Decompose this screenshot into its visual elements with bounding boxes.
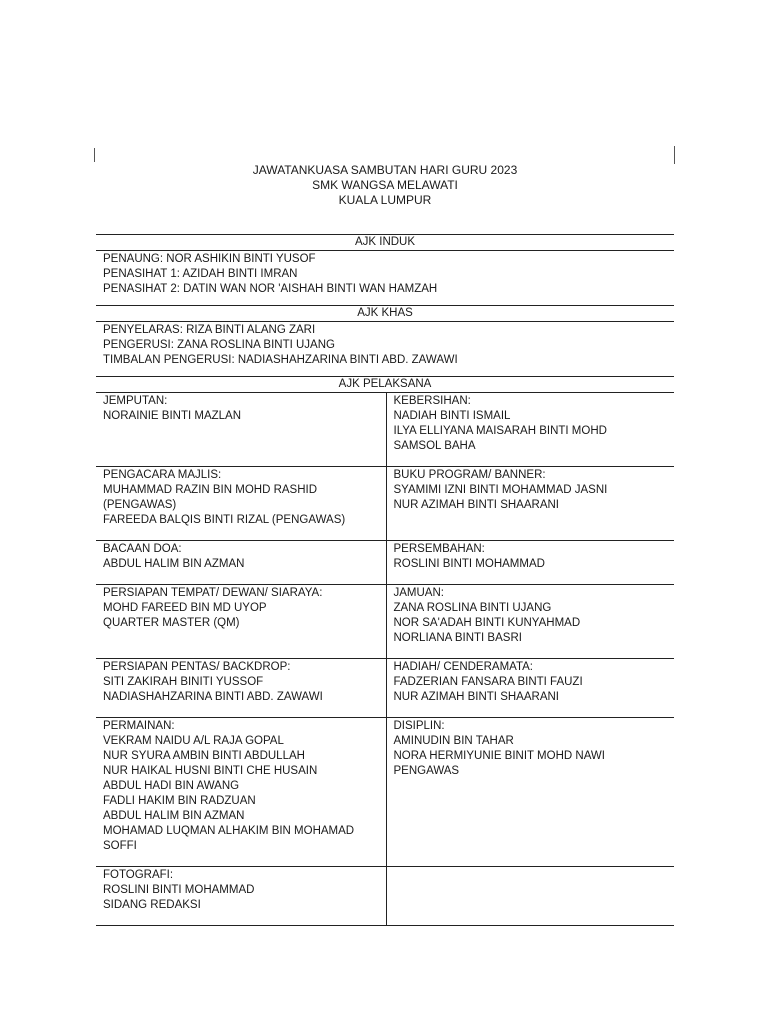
committee-cell-left	[96, 393, 386, 467]
committee-category: DISIPLIN:	[393, 720, 445, 732]
committee-member: NORAINIE BINTI MAZLAN	[103, 410, 242, 422]
committee-member: (PENGAWAS)	[103, 499, 177, 511]
committee-table	[96, 234, 674, 926]
committee-member: ABDUL HALIM BIN AZMAN	[103, 558, 245, 570]
committee-cell-right	[386, 718, 674, 867]
committee-member: NORLIANA BINTI BASRI	[393, 632, 522, 644]
committee-member: SAMSOL BAHA	[393, 440, 476, 452]
committee-member: NOR SA'ADAH BINTI KUNYAHMAD	[393, 617, 581, 629]
committee-cell-right	[386, 393, 674, 467]
committee-cell-left	[96, 867, 386, 926]
header-title: JAWATANKUASA SAMBUTAN HARI GURU 2023	[252, 163, 518, 177]
ajk-khas-line: PENGERUSI: ZANA ROSLINA BINTI UJANG	[103, 339, 335, 351]
committee-member: NUR HAIKAL HUSNI BINTI CHE HUSAIN	[103, 765, 318, 777]
committee-row	[96, 541, 674, 585]
committee-cell-right	[386, 585, 674, 659]
committee-member: ILYA ELLIYANA MAISARAH BINTI MOHD	[393, 425, 607, 437]
ajk-khas-heading: AJK KHAS	[96, 306, 674, 322]
committee-category: PERSEMBAHAN:	[393, 543, 485, 555]
ajk-pelaksana-rows	[96, 393, 674, 926]
ajk-khas-line: TIMBALAN PENGERUSI: NADIASHAHZARINA BINTI ABD. ZAWAWI	[103, 354, 458, 366]
ajk-induk-body-row	[96, 251, 674, 306]
ajk-induk-heading: AJK INDUK	[96, 235, 674, 251]
committee-row	[96, 467, 674, 541]
committee-category: PERSIAPAN TEMPAT/ DEWAN/ SIARAYA:	[103, 587, 323, 599]
ajk-khas-line: PENYELARAS: RIZA BINTI ALANG ZARI	[103, 324, 316, 336]
committee-cell-right	[386, 467, 674, 541]
committee-member: ZANA ROSLINA BINTI UJANG	[393, 602, 552, 614]
committee-category: BUKU PROGRAM/ BANNER:	[393, 469, 546, 481]
committee-member: FADLI HAKIM BIN RADZUAN	[103, 795, 256, 807]
document-header	[96, 163, 674, 208]
committee-category: PERSIAPAN PENTAS/ BACKDROP:	[103, 661, 291, 673]
header-city: KUALA LUMPUR	[338, 193, 432, 207]
committee-member: FAREEDA BALQIS BINTI RIZAL (PENGAWAS)	[103, 514, 346, 526]
committee-cell-left	[96, 718, 386, 867]
committee-category: BACAAN DOA:	[103, 543, 182, 555]
committee-member: ROSLINI BINTI MOHAMMAD	[103, 884, 255, 896]
committee-member: SIDANG REDAKSI	[103, 899, 201, 911]
committee-category: PERMAINAN:	[103, 720, 175, 732]
committee-member: SYAMIMI IZNI BINTI MOHAMMAD JASNI	[393, 484, 608, 496]
committee-member: NUR AZIMAH BINTI SHAARANI	[393, 691, 559, 703]
ajk-pelaksana-heading-row	[96, 377, 674, 393]
committee-category: JAMUAN:	[393, 587, 444, 599]
scan-margin-mark-right	[674, 146, 675, 164]
committee-cell-left	[96, 467, 386, 541]
committee-category: HADIAH/ CENDERAMATA:	[393, 661, 534, 673]
scan-margin-mark-left	[94, 148, 95, 162]
committee-row	[96, 867, 674, 926]
committee-member: MUHAMMAD RAZIN BIN MOHD RASHID	[103, 484, 318, 496]
ajk-khas-body-row	[96, 322, 674, 377]
ajk-induk-line: PENASIHAT 1: AZIDAH BINTI IMRAN	[103, 268, 298, 280]
committee-member: ABDUL HALIM BIN AZMAN	[103, 810, 245, 822]
committee-member: SITI ZAKIRAH BINITI YUSSOF	[103, 676, 264, 688]
committee-cell-left	[96, 541, 386, 585]
committee-category: FOTOGRAFI:	[103, 869, 174, 881]
ajk-induk-heading-row	[96, 235, 674, 251]
header-school: SMK WANGSA MELAWATI	[312, 178, 458, 192]
committee-cell-right	[386, 867, 674, 926]
committee-member: NUR AZIMAH BINTI SHAARANI	[393, 499, 559, 511]
committee-member: NADIASHAHZARINA BINTI ABD. ZAWAWI	[103, 691, 323, 703]
committee-member: NORA HERMIYUNIE BINIT MOHD NAWI	[393, 750, 605, 762]
ajk-pelaksana-heading: AJK PELAKSANA	[96, 377, 674, 393]
committee-category: KEBERSIHAN:	[393, 395, 471, 407]
committee-member: FADZERIAN FANSARA BINTI FAUZI	[393, 676, 583, 688]
ajk-induk-body	[96, 251, 674, 306]
committee-cell-right	[386, 659, 674, 718]
committee-member: MOHAMAD LUQMAN ALHAKIM BIN MOHAMAD	[103, 825, 355, 837]
ajk-khas-body	[96, 322, 674, 377]
committee-member: NADIAH BINTI ISMAIL	[393, 410, 511, 422]
committee-member: NUR SYURA AMBIN BINTI ABDULLAH	[103, 750, 305, 762]
ajk-khas-heading-row	[96, 306, 674, 322]
committee-member: VEKRAM NAIDU A/L RAJA GOPAL	[103, 735, 284, 747]
committee-member: ABDUL HADI BIN AWANG	[103, 780, 240, 792]
committee-row	[96, 718, 674, 867]
ajk-induk-line: PENAUNG: NOR ASHIKIN BINTI YUSOF	[103, 253, 316, 265]
committee-row	[96, 585, 674, 659]
committee-member: ROSLINI BINTI MOHAMMAD	[393, 558, 545, 570]
committee-member: AMINUDIN BIN TAHAR	[393, 735, 514, 747]
committee-category: PENGACARA MAJLIS:	[103, 469, 222, 481]
committee-member: PENGAWAS	[393, 765, 460, 777]
committee-category: JEMPUTAN:	[103, 395, 168, 407]
committee-cell-left	[96, 659, 386, 718]
committee-cell-right	[386, 541, 674, 585]
committee-member: SOFFI	[103, 840, 137, 852]
ajk-induk-line: PENASIHAT 2: DATIN WAN NOR 'AISHAH BINTI WAN HAMZAH	[103, 283, 438, 295]
committee-row	[96, 659, 674, 718]
committee-cell-left	[96, 585, 386, 659]
committee-member: MOHD FAREED BIN MD UYOP	[103, 602, 267, 614]
committee-member: QUARTER MASTER (QM)	[103, 617, 240, 629]
committee-row	[96, 393, 674, 467]
